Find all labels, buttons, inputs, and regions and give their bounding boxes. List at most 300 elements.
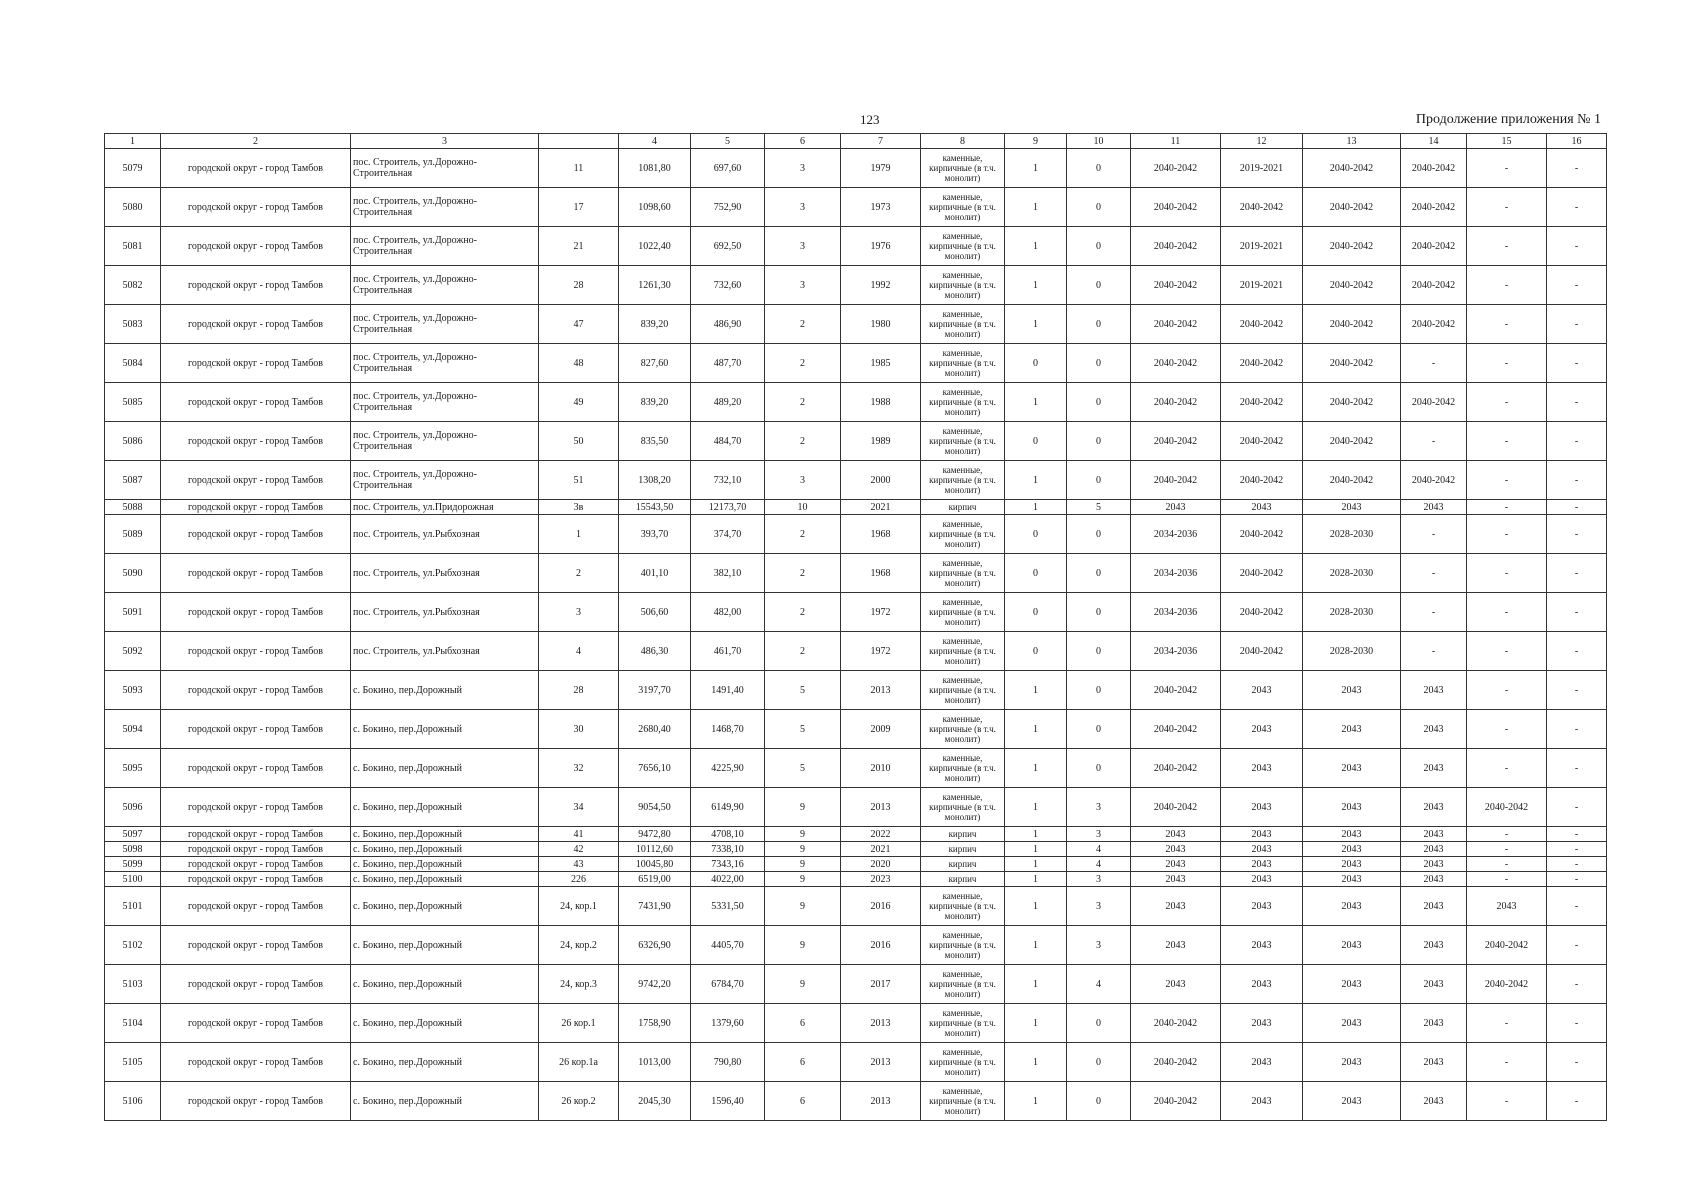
table-cell: 1	[1005, 710, 1067, 749]
table-cell: каменные, кирпичные (в т.ч. монолит)	[921, 749, 1005, 788]
table-cell: 5083	[105, 305, 161, 344]
table-cell: с. Бокино, пер.Дорожный	[351, 842, 539, 857]
table-cell: 10045,80	[619, 857, 691, 872]
table-cell: 1022,40	[619, 227, 691, 266]
table-cell: 1	[1005, 1043, 1067, 1082]
table-cell: 6784,70	[691, 965, 765, 1004]
table-cell: 2043	[1303, 500, 1401, 515]
table-cell: 393,70	[619, 515, 691, 554]
table-cell: кирпич	[921, 827, 1005, 842]
table-cell: -	[1467, 1082, 1547, 1121]
table-cell: 2043	[1221, 788, 1303, 827]
table-cell: 2	[765, 344, 841, 383]
table-cell: 2028-2030	[1303, 632, 1401, 671]
table-cell: 5080	[105, 188, 161, 227]
table-cell: 5099	[105, 857, 161, 872]
table-cell: 0	[1067, 671, 1131, 710]
table-row	[105, 554, 1607, 593]
table-cell: 4708,10	[691, 827, 765, 842]
table-cell: 2016	[841, 926, 921, 965]
table-cell: 1968	[841, 515, 921, 554]
table-cell: 5088	[105, 500, 161, 515]
table-cell: -	[1547, 305, 1607, 344]
table-cell: 2	[765, 593, 841, 632]
table-cell: 3	[1067, 926, 1131, 965]
table-cell: 2043	[1131, 926, 1221, 965]
table-cell: -	[1467, 515, 1547, 554]
table-cell: 2043	[1221, 842, 1303, 857]
table-cell: 4405,70	[691, 926, 765, 965]
table-cell: 4225,90	[691, 749, 765, 788]
table-cell: -	[1467, 710, 1547, 749]
table-cell: 1596,40	[691, 1082, 765, 1121]
table-cell: 0	[1067, 149, 1131, 188]
table-cell: 0	[1067, 344, 1131, 383]
table-cell: -	[1547, 671, 1607, 710]
table-cell: 5	[1067, 500, 1131, 515]
table-cell: 2043	[1401, 857, 1467, 872]
table-cell: пос. Строитель, ул.Рыбхозная	[351, 515, 539, 554]
table-cell: 2043	[1467, 887, 1547, 926]
table-cell: 4	[1067, 965, 1131, 1004]
table-cell: 5079	[105, 149, 161, 188]
table-cell: кирпич	[921, 500, 1005, 515]
table-cell: 2043	[1303, 887, 1401, 926]
table-cell: -	[1467, 671, 1547, 710]
table-cell: 5082	[105, 266, 161, 305]
table-cell: 482,00	[691, 593, 765, 632]
table-cell: каменные, кирпичные (в т.ч. монолит)	[921, 422, 1005, 461]
table-cell: 2040-2042	[1221, 305, 1303, 344]
table-cell: 732,10	[691, 461, 765, 500]
column-number: 3	[351, 134, 539, 149]
table-cell: 3	[765, 188, 841, 227]
table-cell: 9	[765, 887, 841, 926]
table-cell: 9	[765, 788, 841, 827]
table-cell: 11	[539, 149, 619, 188]
table-cell: 2040-2042	[1303, 188, 1401, 227]
table-cell: 2043	[1221, 857, 1303, 872]
table-cell: пос. Строитель, ул.Дорожно-Строительная	[351, 461, 539, 500]
table-cell: 5104	[105, 1004, 161, 1043]
table-cell: 2028-2030	[1303, 593, 1401, 632]
column-number: 10	[1067, 134, 1131, 149]
table-cell: 2040-2042	[1401, 266, 1467, 305]
table-cell: 484,70	[691, 422, 765, 461]
table-cell: городской округ - город Тамбов	[161, 749, 351, 788]
table-row	[105, 500, 1607, 515]
table-cell: 1980	[841, 305, 921, 344]
column-number: 13	[1303, 134, 1401, 149]
table-cell: -	[1547, 749, 1607, 788]
table-cell: 1	[1005, 266, 1067, 305]
table-cell: 0	[1067, 554, 1131, 593]
table-cell: 2040-2042	[1303, 422, 1401, 461]
table-cell: 2043	[1221, 749, 1303, 788]
table-cell: 506,60	[619, 593, 691, 632]
table-cell: городской округ - город Тамбов	[161, 1004, 351, 1043]
table-row	[105, 188, 1607, 227]
table-cell: 2043	[1221, 872, 1303, 887]
table-cell: 12173,70	[691, 500, 765, 515]
table-cell: с. Бокино, пер.Дорожный	[351, 710, 539, 749]
table-cell: с. Бокино, пер.Дорожный	[351, 1043, 539, 1082]
table-cell: 51	[539, 461, 619, 500]
table-cell: -	[1467, 188, 1547, 227]
table-cell: 0	[1067, 593, 1131, 632]
column-number: 9	[1005, 134, 1067, 149]
table-cell: 752,90	[691, 188, 765, 227]
table-cell: городской округ - город Тамбов	[161, 887, 351, 926]
table-cell: 1	[1005, 671, 1067, 710]
table-cell: -	[1547, 227, 1607, 266]
table-cell: -	[1467, 383, 1547, 422]
table-cell: 2043	[1401, 1043, 1467, 1082]
table-cell: -	[1467, 344, 1547, 383]
table-cell: 1979	[841, 149, 921, 188]
table-cell: 486,30	[619, 632, 691, 671]
table-cell: -	[1547, 827, 1607, 842]
table-cell: 2040-2042	[1303, 305, 1401, 344]
table-cell: 5098	[105, 842, 161, 857]
table-cell: 2009	[841, 710, 921, 749]
table-cell: 2043	[1401, 1082, 1467, 1121]
table-cell: пос. Строитель, ул.Дорожно-Строительная	[351, 422, 539, 461]
table-cell: городской округ - город Тамбов	[161, 857, 351, 872]
table-cell: 790,80	[691, 1043, 765, 1082]
table-cell: 1	[1005, 887, 1067, 926]
table-cell: 0	[1005, 344, 1067, 383]
table-cell: -	[1467, 593, 1547, 632]
table-cell: 2043	[1303, 1004, 1401, 1043]
table-row	[105, 872, 1607, 887]
table-cell: 0	[1067, 188, 1131, 227]
table-cell: 2043	[1401, 788, 1467, 827]
table-cell: 5100	[105, 872, 161, 887]
table-cell: 2043	[1303, 1082, 1401, 1121]
table-cell: 2000	[841, 461, 921, 500]
table-cell: -	[1547, 857, 1607, 872]
table-cell: 9	[765, 965, 841, 1004]
table-cell: 2034-2036	[1131, 554, 1221, 593]
table-cell: кирпич	[921, 872, 1005, 887]
table-cell: 0	[1067, 1004, 1131, 1043]
table-body	[105, 149, 1607, 1121]
table-cell: 2045,30	[619, 1082, 691, 1121]
table-cell: 5086	[105, 422, 161, 461]
table-cell: пос. Строитель, ул.Придорожная	[351, 500, 539, 515]
column-number: 5	[691, 134, 765, 149]
table-cell: с. Бокино, пер.Дорожный	[351, 671, 539, 710]
table-cell: каменные, кирпичные (в т.ч. монолит)	[921, 149, 1005, 188]
table-cell: 9	[765, 842, 841, 857]
table-cell: 1468,70	[691, 710, 765, 749]
table-cell: городской округ - город Тамбов	[161, 227, 351, 266]
table-cell: 401,10	[619, 554, 691, 593]
table-cell: 1	[1005, 383, 1067, 422]
table-cell: -	[1547, 1082, 1607, 1121]
table-cell: -	[1547, 842, 1607, 857]
table-cell: городской округ - город Тамбов	[161, 1043, 351, 1082]
table-cell: каменные, кирпичные (в т.ч. монолит)	[921, 305, 1005, 344]
table-cell: 3в	[539, 500, 619, 515]
table-cell: 43	[539, 857, 619, 872]
table-cell: 3	[1067, 872, 1131, 887]
column-number: 7	[841, 134, 921, 149]
table-cell: 2019-2021	[1221, 227, 1303, 266]
table-row	[105, 305, 1607, 344]
table-cell: 3	[539, 593, 619, 632]
table-cell: 5087	[105, 461, 161, 500]
table-cell: 5	[765, 671, 841, 710]
table-cell: 0	[1067, 515, 1131, 554]
table-cell: 2040-2042	[1221, 593, 1303, 632]
column-number: 16	[1547, 134, 1607, 149]
table-cell: 2040-2042	[1131, 266, 1221, 305]
table-cell: 24, кор.1	[539, 887, 619, 926]
table-cell: пос. Строитель, ул.Дорожно-Строительная	[351, 383, 539, 422]
table-cell: 2	[539, 554, 619, 593]
table-cell: 2043	[1131, 965, 1221, 1004]
table-cell: 5102	[105, 926, 161, 965]
table-cell: -	[1547, 710, 1607, 749]
table-cell: 4022,00	[691, 872, 765, 887]
table-row	[105, 149, 1607, 188]
column-number-row	[105, 134, 1607, 149]
table-cell: 2	[765, 515, 841, 554]
table-cell: 1	[1005, 305, 1067, 344]
table-cell: городской округ - город Тамбов	[161, 827, 351, 842]
table-row	[105, 383, 1607, 422]
table-cell: городской округ - город Тамбов	[161, 1082, 351, 1121]
table-cell: 2040-2042	[1131, 1043, 1221, 1082]
table-cell: -	[1401, 422, 1467, 461]
table-cell: 2043	[1401, 887, 1467, 926]
table-cell: городской округ - город Тамбов	[161, 500, 351, 515]
table-row	[105, 842, 1607, 857]
table-cell: каменные, кирпичные (в т.ч. монолит)	[921, 344, 1005, 383]
table-row	[105, 227, 1607, 266]
table-row	[105, 344, 1607, 383]
table-cell: 24, кор.3	[539, 965, 619, 1004]
table-cell: 5101	[105, 887, 161, 926]
table-cell: 226	[539, 872, 619, 887]
table-cell: 2022	[841, 827, 921, 842]
table-cell: 1968	[841, 554, 921, 593]
table-cell: каменные, кирпичные (в т.ч. монолит)	[921, 671, 1005, 710]
table-cell: пос. Строитель, ул.Рыбхозная	[351, 554, 539, 593]
table-cell: 2040-2042	[1221, 632, 1303, 671]
table-cell: 382,10	[691, 554, 765, 593]
table-cell: 2013	[841, 788, 921, 827]
table-cell: 2013	[841, 671, 921, 710]
table-cell: городской округ - город Тамбов	[161, 872, 351, 887]
table-cell: 835,50	[619, 422, 691, 461]
table-cell: каменные, кирпичные (в т.ч. монолит)	[921, 227, 1005, 266]
table-row	[105, 422, 1607, 461]
table-cell: городской округ - город Тамбов	[161, 266, 351, 305]
table-cell: 2040-2042	[1131, 788, 1221, 827]
table-cell: 2043	[1303, 926, 1401, 965]
table-cell: 24, кор.2	[539, 926, 619, 965]
column-number: 6	[765, 134, 841, 149]
table-cell: 7656,10	[619, 749, 691, 788]
table-cell: 10112,60	[619, 842, 691, 857]
table-cell: 5085	[105, 383, 161, 422]
table-cell: 486,90	[691, 305, 765, 344]
table-cell: 2043	[1131, 887, 1221, 926]
table-row	[105, 749, 1607, 788]
table-row	[105, 710, 1607, 749]
table-cell: каменные, кирпичные (в т.ч. монолит)	[921, 965, 1005, 1004]
table-cell: каменные, кирпичные (в т.ч. монолит)	[921, 188, 1005, 227]
table-row	[105, 593, 1607, 632]
table-cell: 42	[539, 842, 619, 857]
table-cell: 9	[765, 926, 841, 965]
table-cell: 2040-2042	[1131, 671, 1221, 710]
table-cell: 2	[765, 305, 841, 344]
table-cell: городской округ - город Тамбов	[161, 926, 351, 965]
table-cell: -	[1467, 827, 1547, 842]
table-cell: 2	[765, 632, 841, 671]
table-cell: 2013	[841, 1004, 921, 1043]
table-cell: 2040-2042	[1131, 227, 1221, 266]
table-cell: 4	[539, 632, 619, 671]
table-cell: 2040-2042	[1131, 188, 1221, 227]
table-cell: каменные, кирпичные (в т.ч. монолит)	[921, 632, 1005, 671]
table-cell: 2040-2042	[1303, 266, 1401, 305]
table-cell: -	[1547, 965, 1607, 1004]
table-cell: 5092	[105, 632, 161, 671]
table-cell: городской округ - город Тамбов	[161, 788, 351, 827]
table-cell: 21	[539, 227, 619, 266]
table-cell: с. Бокино, пер.Дорожный	[351, 788, 539, 827]
table-cell: 0	[1067, 1082, 1131, 1121]
table-cell: 2040-2042	[1221, 461, 1303, 500]
table-row	[105, 1043, 1607, 1082]
table-cell: 26 кор.1	[539, 1004, 619, 1043]
table-cell: 1	[1005, 1082, 1067, 1121]
table-cell: городской округ - город Тамбов	[161, 515, 351, 554]
table-cell: с. Бокино, пер.Дорожный	[351, 887, 539, 926]
table-cell: 2043	[1221, 1043, 1303, 1082]
table-row	[105, 1082, 1607, 1121]
table-cell: -	[1467, 227, 1547, 266]
table-cell: 2043	[1303, 710, 1401, 749]
table-cell: 1	[1005, 926, 1067, 965]
table-cell: 2043	[1401, 1004, 1467, 1043]
table-cell: 50	[539, 422, 619, 461]
table-cell: 1308,20	[619, 461, 691, 500]
table-cell: -	[1401, 515, 1467, 554]
table-cell: 2021	[841, 842, 921, 857]
table-cell: -	[1467, 266, 1547, 305]
column-number	[539, 134, 619, 149]
table-cell: -	[1547, 1043, 1607, 1082]
table-cell: 0	[1067, 422, 1131, 461]
table-cell: 3	[765, 149, 841, 188]
table-cell: каменные, кирпичные (в т.ч. монолит)	[921, 461, 1005, 500]
table-cell: -	[1547, 515, 1607, 554]
table-cell: 2043	[1221, 827, 1303, 842]
table-cell: 0	[1005, 593, 1067, 632]
table-cell: 2040-2042	[1131, 461, 1221, 500]
table-cell: 26 кор.2	[539, 1082, 619, 1121]
table-cell: каменные, кирпичные (в т.ч. монолит)	[921, 266, 1005, 305]
table-cell: 2040-2042	[1221, 188, 1303, 227]
table-cell: 2043	[1221, 926, 1303, 965]
table-cell: 5093	[105, 671, 161, 710]
table-cell: городской округ - город Тамбов	[161, 632, 351, 671]
table-cell: 2040-2042	[1131, 344, 1221, 383]
table-cell: 2043	[1221, 671, 1303, 710]
table-cell: 5095	[105, 749, 161, 788]
table-cell: -	[1547, 188, 1607, 227]
table-cell: 2043	[1131, 842, 1221, 857]
table-cell: -	[1467, 554, 1547, 593]
table-cell: 26 кор.1а	[539, 1043, 619, 1082]
table-cell: 9	[765, 872, 841, 887]
table-cell: 0	[1067, 266, 1131, 305]
column-number: 11	[1131, 134, 1221, 149]
table-cell: -	[1467, 1004, 1547, 1043]
table-cell: пос. Строитель, ул.Дорожно-Строительная	[351, 305, 539, 344]
table-cell: городской округ - город Тамбов	[161, 842, 351, 857]
table-cell: 2043	[1303, 788, 1401, 827]
table-cell: 2043	[1131, 827, 1221, 842]
table-row	[105, 827, 1607, 842]
table-cell: 5	[765, 749, 841, 788]
table-cell: 0	[1005, 632, 1067, 671]
table-cell: 2043	[1131, 872, 1221, 887]
table-cell: 1	[1005, 788, 1067, 827]
table-cell: 2010	[841, 749, 921, 788]
table-cell: 2043	[1401, 965, 1467, 1004]
table-cell: -	[1467, 149, 1547, 188]
table-cell: 2043	[1401, 500, 1467, 515]
table-cell: 2040-2042	[1401, 461, 1467, 500]
page-number: 123	[860, 112, 880, 127]
table-cell: 2040-2042	[1401, 149, 1467, 188]
table-cell: 5105	[105, 1043, 161, 1082]
table-cell: 1985	[841, 344, 921, 383]
table-cell: 2040-2042	[1303, 383, 1401, 422]
table-cell: 9	[765, 827, 841, 842]
table-cell: 49	[539, 383, 619, 422]
column-number: 15	[1467, 134, 1547, 149]
table-cell: -	[1467, 305, 1547, 344]
table-cell: 1081,80	[619, 149, 691, 188]
table-cell: 1988	[841, 383, 921, 422]
table-cell: 2013	[841, 1082, 921, 1121]
table-cell: 2043	[1303, 872, 1401, 887]
table-cell: каменные, кирпичные (в т.ч. монолит)	[921, 554, 1005, 593]
table-cell: 1	[1005, 500, 1067, 515]
table-cell: 5090	[105, 554, 161, 593]
table-cell: городской округ - город Тамбов	[161, 671, 351, 710]
table-cell: 9472,80	[619, 827, 691, 842]
table-cell: -	[1401, 593, 1467, 632]
table-cell: 2043	[1303, 827, 1401, 842]
table-cell: 2	[765, 383, 841, 422]
table-cell: 2043	[1221, 887, 1303, 926]
table-cell: 2040-2042	[1131, 710, 1221, 749]
table-cell: 3	[765, 266, 841, 305]
table-cell: 2016	[841, 887, 921, 926]
table-cell: -	[1467, 422, 1547, 461]
table-cell: 3	[1067, 887, 1131, 926]
table-cell: 3	[1067, 788, 1131, 827]
